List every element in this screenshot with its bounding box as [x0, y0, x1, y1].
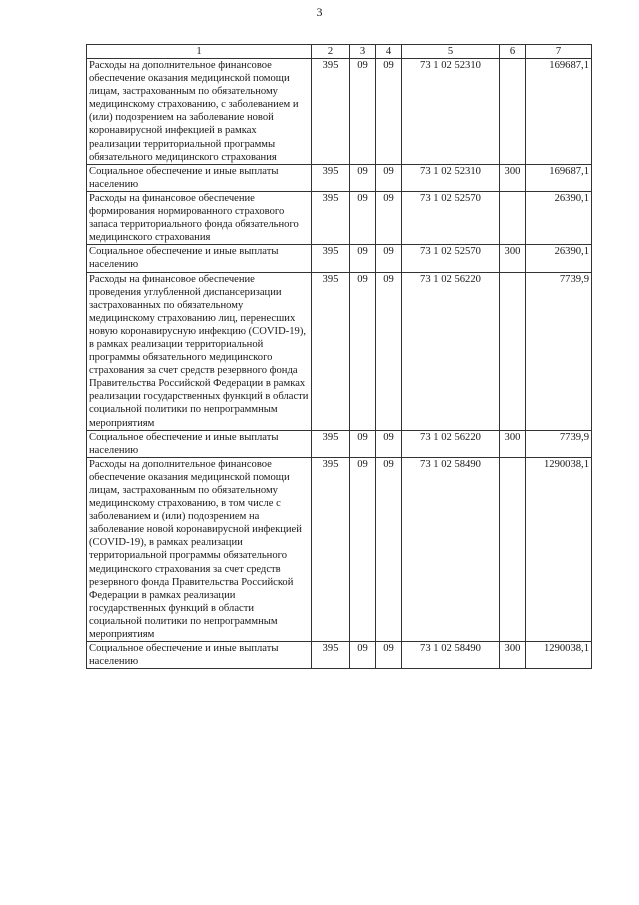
expense-name: Социальное обеспечение и иные выплаты населению [87, 245, 312, 272]
amount: 169687,1 [526, 164, 592, 191]
amount: 169687,1 [526, 59, 592, 165]
ministry-code: 395 [312, 191, 350, 244]
expense-type-code: 300 [500, 164, 526, 191]
section-code: 09 [350, 272, 376, 430]
expense-type-code [500, 457, 526, 641]
ministry-code: 395 [312, 272, 350, 430]
subsection-code: 09 [376, 191, 402, 244]
column-header-3: 3 [350, 45, 376, 59]
budget-table [86, 44, 592, 669]
column-header-6: 6 [500, 45, 526, 59]
table-row [87, 191, 592, 244]
ministry-code: 395 [312, 164, 350, 191]
section-code: 09 [350, 245, 376, 272]
table-row [87, 272, 592, 430]
expense-type-code [500, 272, 526, 430]
subsection-code: 09 [376, 272, 402, 430]
section-code: 09 [350, 642, 376, 669]
header-row [87, 45, 592, 59]
subsection-code: 09 [376, 430, 402, 457]
section-code: 09 [350, 430, 376, 457]
subsection-code: 09 [376, 59, 402, 165]
section-code: 09 [350, 59, 376, 165]
expense-name: Расходы на дополнительное финансовое обеспечение оказания медицинской помощи лицам, застрахованным по обязательному медицинскому страхованию, в том числе с заболеванием и (или) подозрением на заболевание новой коронавирусной инфекцией (COVID-19), в рамках реализации территориальной программы обязательного медицинского страхования за счет средств резервного фонда Правительства Российской Федерации в рамках реализации государственных функций в области социальной политики по непрограммным мероприятиям [87, 457, 312, 641]
ministry-code: 395 [312, 642, 350, 669]
table-row [87, 59, 592, 165]
expense-name: Социальное обеспечение и иные выплаты населению [87, 430, 312, 457]
table-row [87, 430, 592, 457]
target-article-code: 73 1 02 58490 [402, 457, 500, 641]
section-code: 09 [350, 457, 376, 641]
target-article-code: 73 1 02 56220 [402, 430, 500, 457]
amount: 26390,1 [526, 245, 592, 272]
ministry-code: 395 [312, 430, 350, 457]
amount: 1290038,1 [526, 642, 592, 669]
subsection-code: 09 [376, 164, 402, 191]
subsection-code: 09 [376, 245, 402, 272]
target-article-code: 73 1 02 52570 [402, 191, 500, 244]
section-code: 09 [350, 191, 376, 244]
column-header-7: 7 [526, 45, 592, 59]
column-header-1: 1 [87, 45, 312, 59]
column-header-5: 5 [402, 45, 500, 59]
subsection-code: 09 [376, 642, 402, 669]
table-row [87, 457, 592, 641]
expense-name: Социальное обеспечение и иные выплаты населению [87, 164, 312, 191]
target-article-code: 73 1 02 52310 [402, 59, 500, 165]
target-article-code: 73 1 02 52570 [402, 245, 500, 272]
ministry-code: 395 [312, 245, 350, 272]
expense-type-code: 300 [500, 642, 526, 669]
expense-name: Расходы на финансовое обеспечение формирования нормированного страхового запаса территориального фонда обязательного медицинского страхования [87, 191, 312, 244]
table-row [87, 245, 592, 272]
amount: 1290038,1 [526, 457, 592, 641]
expense-type-code [500, 59, 526, 165]
page-number: 3 [316, 5, 323, 19]
expense-name: Социальное обеспечение и иные выплаты населению [87, 642, 312, 669]
table-row [87, 164, 592, 191]
ministry-code: 395 [312, 457, 350, 641]
amount: 26390,1 [526, 191, 592, 244]
ministry-code: 395 [312, 59, 350, 165]
target-article-code: 73 1 02 52310 [402, 164, 500, 191]
expense-type-code: 300 [500, 430, 526, 457]
expense-type-code: 300 [500, 245, 526, 272]
target-article-code: 73 1 02 58490 [402, 642, 500, 669]
expense-type-code [500, 191, 526, 244]
subsection-code: 09 [376, 457, 402, 641]
amount: 7739,9 [526, 430, 592, 457]
table-row [87, 642, 592, 669]
amount: 7739,9 [526, 272, 592, 430]
target-article-code: 73 1 02 56220 [402, 272, 500, 430]
expense-name: Расходы на финансовое обеспечение проведения углубленной диспансеризации застрахованных по обязательному медицинскому страхованию лиц, перенесших новую коронавирусную инфекцию (COVID-19), в рамках реализации территориальной программы обязательного медицинского страхования за счет средств резервного фонда Правительства Российской Федерации в рамках реализации государственных функций в области социальной политики по непрограммным мероприятиям [87, 272, 312, 430]
expense-name: Расходы на дополнительное финансовое обеспечение оказания медицинской помощи лицам, застрахованным по обязательному медицинскому страхованию, с заболеванием и (или) подозрением на заболевание новой коронавирусной инфекцией в рамках реализации территориальной программы обязательного медицинского страхования [87, 59, 312, 165]
column-header-4: 4 [376, 45, 402, 59]
section-code: 09 [350, 164, 376, 191]
column-header-2: 2 [312, 45, 350, 59]
